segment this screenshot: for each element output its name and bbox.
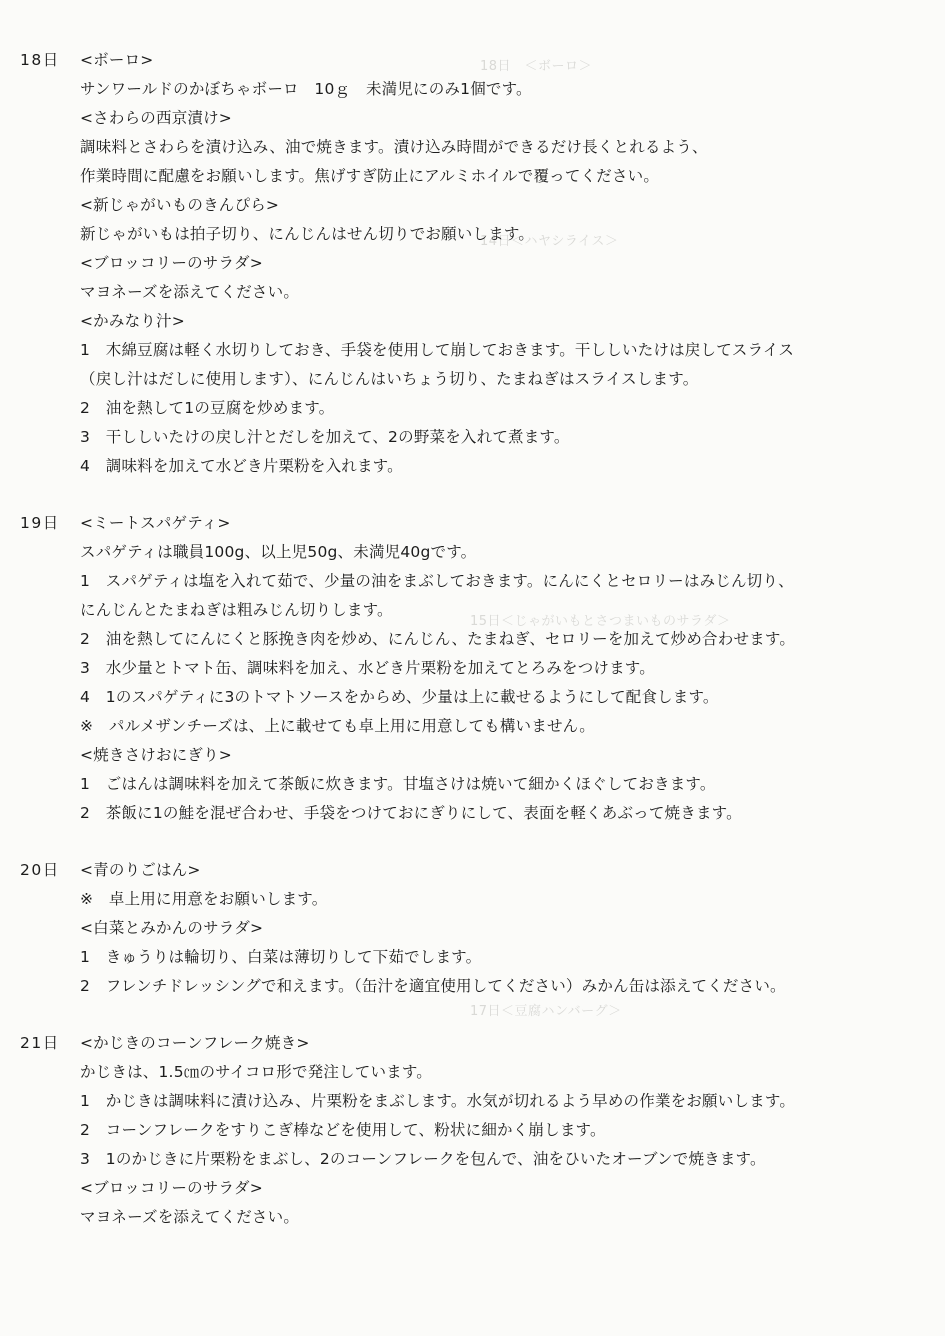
dish-title: <さわらの西京漬け>	[80, 109, 232, 127]
day-label: 18日	[20, 51, 60, 69]
day-label: 21日	[20, 1034, 60, 1052]
dish-title: <かじきのコーンフレーク焼き>	[80, 1034, 310, 1052]
instruction-line: 1 木綿豆腐は軽く水切りしておき、手袋を使用して崩しておきます。干ししいたけは戻してスライス	[80, 341, 795, 359]
instruction-line: 4 1のスパゲティに3のトマトソースをからめ、少量は上に載せるようにして配食します。	[80, 688, 719, 706]
instruction-line: （戻し汁はだしに使用します）、にんじんはいちょう切り、たまねぎはスライスします。	[80, 370, 699, 388]
instruction-line: 3 干ししいたけの戻し汁とだしを加えて、2の野菜を入れて煮ます。	[80, 428, 570, 446]
instruction-line: かじきは、1.5㎝のサイコロ形で発注しています。	[80, 1063, 433, 1081]
dish-title: <かみなり汁>	[80, 312, 185, 330]
instruction-line: 新じゃがいもは拍子切り、にんじんはせん切りでお願いします。	[80, 225, 535, 243]
instruction-line: マヨネーズを添えてください。	[80, 1208, 300, 1226]
instruction-line: 1 ごはんは調味料を加えて茶飯に炊きます。甘塩さけは焼いて細かくほぐしておきます。	[80, 775, 716, 793]
dish-title: <ボーロ>	[80, 51, 154, 69]
instruction-line: 2 油を熱してにんにくと豚挽き肉を炒め、にんじん、たまねぎ、セロリーを加えて炒め合わせます。	[80, 630, 796, 648]
dish-title: <青のりごはん>	[80, 861, 201, 879]
dish-title: <焼きさけおにぎり>	[80, 746, 232, 764]
dish-title: <ブロッコリーのサラダ>	[80, 1179, 263, 1197]
instruction-line: スパゲティは職員100g、以上児50g、未満児40gです。	[80, 543, 477, 561]
show-through-text: 18日 ＜ボーロ＞	[480, 59, 593, 74]
dish-title: <白菜とみかんのサラダ>	[80, 919, 264, 937]
day-label: 20日	[20, 861, 60, 879]
instruction-line: 2 茶飯に1の鮭を混ぜ合わせ、手袋をつけておにぎりにして、表面を軽くあぶって焼きます。	[80, 804, 742, 822]
instruction-line: 2 油を熱して1の豆腐を炒めます。	[80, 399, 335, 417]
instruction-line: ※ 卓上用に用意をお願いします。	[80, 890, 328, 908]
instruction-line: 3 水少量とトマト缶、調味料を加え、水どき片栗粉を加えてとろみをつけます。	[80, 659, 655, 677]
instruction-line: 1 かじきは調味料に漬け込み、片栗粉をまぶします。水気が切れるよう早めの作業をお願いします。	[80, 1092, 796, 1110]
instruction-line: マヨネーズを添えてください。	[80, 283, 300, 301]
instruction-line: 1 スパゲティは塩を入れて茹で、少量の油をまぶしておきます。にんにくとセロリーはみじん切り、	[80, 572, 794, 590]
instruction-line: にんじんとたまねぎは粗みじん切りします。	[80, 601, 393, 619]
instruction-line: 2 コーンフレークをすりこぎ棒などを使用して、粉状に細かく崩します。	[80, 1121, 606, 1139]
instruction-line: 3 1のかじきに片栗粉をまぶし、2のコーンフレークを包んで、油をひいたオーブンで焼きます。	[80, 1150, 766, 1168]
show-through-text: 15日＜じゃがいもとさつまいものサラダ＞	[470, 614, 731, 629]
show-through-text: 14日＜ハヤシライス＞	[480, 234, 619, 249]
dish-title: <ミートスパゲティ>	[80, 514, 231, 532]
instruction-line: 作業時間に配慮をお願いします。焦げすぎ防止にアルミホイルで覆ってください。	[80, 167, 660, 185]
instruction-line: 調味料とさわらを漬け込み、油で焼きます。漬け込み時間ができるだけ長くとれるよう、	[80, 138, 708, 156]
instruction-line: 4 調味料を加えて水どき片栗粉を入れます。	[80, 457, 403, 475]
instruction-line: ※ パルメザンチーズは、上に載せても卓上用に用意しても構いません。	[80, 717, 595, 735]
dish-title: <ブロッコリーのサラダ>	[80, 254, 263, 272]
instruction-line: 2 フレンチドレッシングで和えます。（缶汁を適宜使用してください）みかん缶は添えてください。	[80, 977, 786, 995]
show-through-text: 17日＜豆腐ハンバーグ＞	[470, 1004, 622, 1019]
instruction-line: 1 きゅうりは輪切り、白菜は薄切りして下茹でします。	[80, 948, 482, 966]
instruction-line: サンワールドのかぼちゃボーロ 10ｇ 未満児にのみ1個です。	[80, 80, 532, 98]
day-label: 19日	[20, 514, 60, 532]
dish-title: <新じゃがいものきんぴら>	[80, 196, 280, 214]
